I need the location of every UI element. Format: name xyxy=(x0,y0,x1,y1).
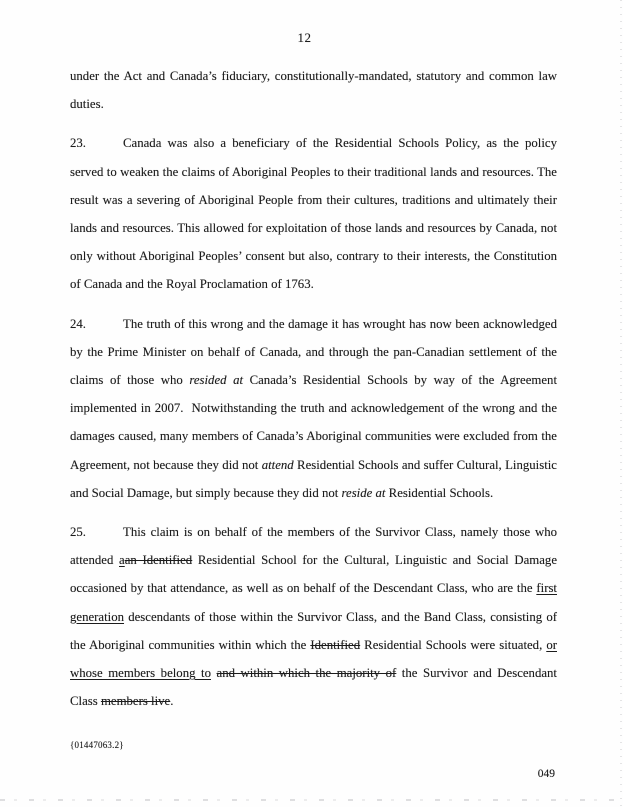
paragraph-number: 23. xyxy=(70,136,86,151)
text-segment: This claim is on behalf of the members of the Survivor Class, namely those who attended xyxy=(70,525,557,568)
text-segment: Residential School for the Cultural, Linguistic and Social Damage occasioned by that attendance, as well as on behalf of the Descendant Class, who are the xyxy=(70,553,557,596)
struck-text: an Identified xyxy=(124,553,193,568)
text-segment: under the Act and Canada’s fiduciary, constitutionally-mandated, statutory and common law duties. xyxy=(70,69,557,112)
paragraph-text xyxy=(70,136,557,291)
text-segment: The truth of this wrong and the damage it has wrought has now been acknowledged by the Prime Minister on behalf of Canada, and through the pan-Canadian settlement of the claims of those who xyxy=(70,316,557,388)
text-segment: Canada’s Residential Schools by way of the Agreement implemented in 2007. Notwithstanding the truth and acknowledgement of the wrong and the damages caused, many members of Canada’s Aboriginal communities were excluded from the Agreement, not because they did not xyxy=(70,373,557,472)
top-page-number: 12 xyxy=(297,30,312,45)
text-segment: the Survivor and Descendant Class xyxy=(70,666,557,709)
paragraph-text xyxy=(70,525,557,708)
text-segment: Residential Schools and suffer Cultural, Linguistic and Social Damage, but simply because they did not xyxy=(70,457,557,500)
text-segment: Residential Schools were situated, xyxy=(360,637,547,652)
scan-artifact-right-edge xyxy=(620,0,622,807)
struck-text: and within which the majority of xyxy=(216,666,397,681)
italic-text: resided at xyxy=(189,373,244,388)
text-segment: Residential Schools. xyxy=(385,485,494,500)
paragraph-intro xyxy=(70,62,557,118)
struck-text: members live xyxy=(100,694,171,709)
paragraph-number: 24. xyxy=(70,316,86,331)
footer-document-id: {01447063.2} xyxy=(70,740,124,750)
italic-text: reside at xyxy=(341,485,386,500)
footer-page-number: 049 xyxy=(537,768,555,780)
underlined-text: first generation xyxy=(70,581,557,624)
text-segment: descendants of those within the Survivor Class, and the Band Class, consisting of the Aboriginal communities within which the xyxy=(70,609,557,652)
text-segment: . xyxy=(170,694,174,709)
paragraph-23 xyxy=(70,129,557,298)
struck-text: Identified xyxy=(310,637,361,652)
paragraph-number: 25. xyxy=(70,525,86,540)
paragraph-text xyxy=(70,317,557,500)
paragraph-25 xyxy=(70,518,557,715)
paragraph-24 xyxy=(70,310,557,507)
underlined-text: a xyxy=(119,553,125,568)
document-body xyxy=(70,62,557,726)
scan-artifact-bottom-edge xyxy=(0,799,623,801)
paragraph-text xyxy=(70,69,557,111)
italic-text: attend xyxy=(261,457,294,472)
underlined-text: or whose members belong to xyxy=(70,637,557,681)
text-segment: Canada was also a beneficiary of the Residential Schools Policy, as the policy served to weaken the claims of Aboriginal Peoples to their traditional lands and resources. The result was a severing of Aboriginal People from their cultures, traditions and ultimately their lands and resources. This allowed for exploitation of those lands and resources by Canada, not only without Aboriginal Peoples’ consent but also, contrary to their interests, the Constitution of Canada and the Royal Proclamation of 1763. xyxy=(70,136,557,292)
